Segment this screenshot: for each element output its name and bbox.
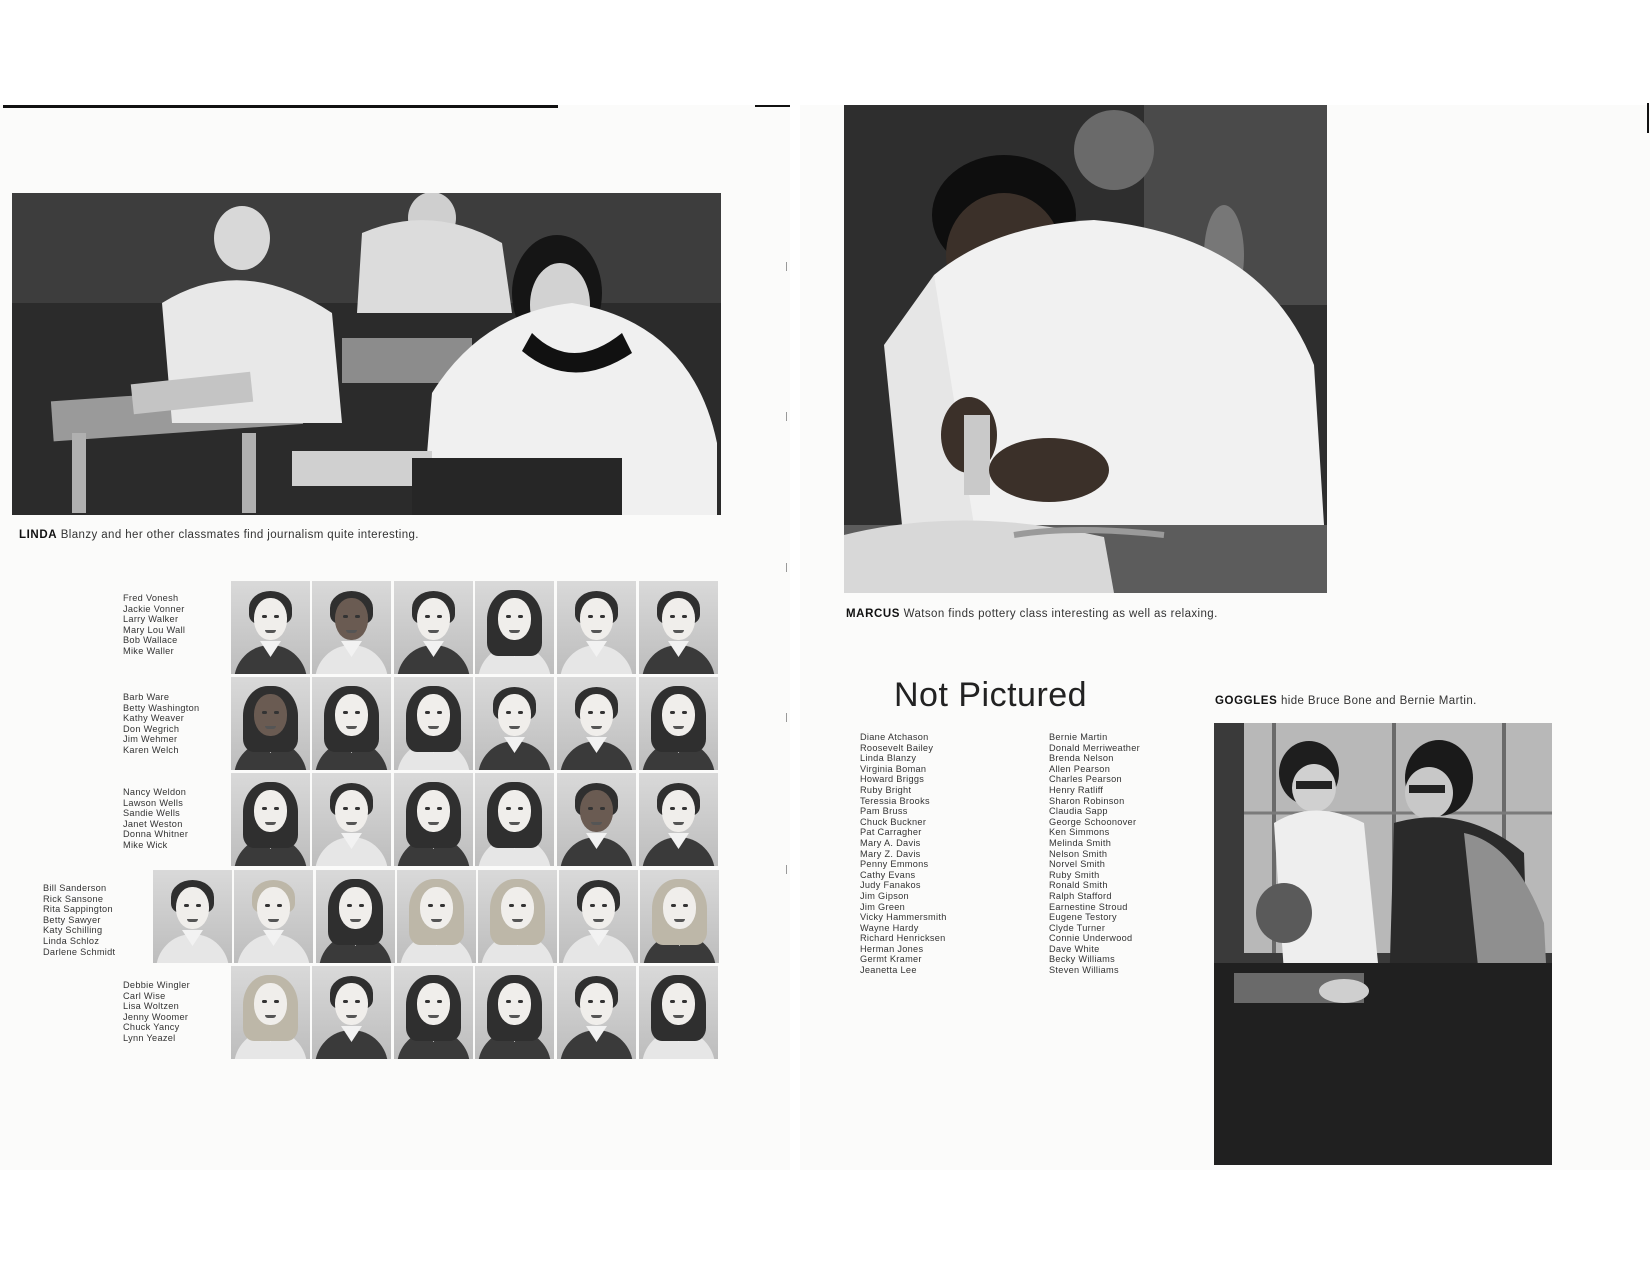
student-portrait (478, 870, 557, 963)
absent-student-name: Linda Blanzy (860, 753, 917, 764)
student-portrait (475, 966, 554, 1059)
student-portrait (475, 773, 554, 866)
student-portrait (557, 677, 636, 770)
student-portrait (394, 773, 473, 866)
gutter-mark (786, 412, 787, 421)
absent-student-name: George Schoonover (1049, 816, 1137, 827)
absent-student-name: Cathy Evans (860, 869, 916, 880)
student-portrait (312, 581, 391, 674)
caption-text: hide Bruce Bone and Bernie Martin. (1277, 695, 1477, 707)
absent-student-name: Ruby Smith (1049, 869, 1100, 880)
absent-student-name: Pat Carragher (860, 827, 922, 838)
student-name: Bill Sanderson (43, 883, 107, 893)
absent-student-name: Henry Ratliff (1049, 784, 1104, 795)
student-name: Jenny Woomer (123, 1011, 189, 1022)
student-name: Mike Waller (123, 645, 174, 656)
pottery-class-photo (844, 105, 1327, 593)
absent-student-name: Clyde Turner (1049, 922, 1106, 933)
absent-student-name: Chuck Buckner (860, 816, 927, 827)
absent-student-name: Becky Williams (1049, 954, 1115, 965)
student-portrait (475, 581, 554, 674)
absent-student-name: Charles Pearson (1049, 774, 1122, 785)
gutter-mark (786, 713, 787, 722)
absent-student-name: Ronald Smith (1049, 880, 1108, 891)
absent-student-name: Vicky Hammersmith (860, 912, 947, 923)
caption-lead-word: MARCUS (846, 608, 901, 620)
absent-student-name: Steven Williams (1049, 965, 1119, 976)
absent-student-name: Connie Underwood (1049, 933, 1133, 944)
student-name: Jackie Vonner (123, 603, 185, 614)
goggles-caption (1215, 695, 1477, 707)
student-name: Lynn Yeazel (123, 1032, 176, 1043)
pottery-photo-art (844, 105, 1327, 593)
absent-student-name: Richard Henricksen (860, 933, 946, 944)
absent-student-name: Norvel Smith (1049, 859, 1106, 870)
student-portrait (639, 966, 718, 1059)
student-name: Jim Wehmer (123, 734, 178, 745)
student-portrait (557, 773, 636, 866)
absent-student-name: Mary A. Davis (860, 837, 921, 848)
student-portrait (639, 677, 718, 770)
absent-student-name: Judy Fanakos (860, 880, 921, 891)
absent-student-name: Jim Gipson (860, 890, 909, 901)
student-portrait (397, 870, 476, 963)
absent-student-name: Herman Jones (860, 943, 924, 954)
top-rule-left (3, 105, 558, 108)
student-name: Linda Schloz (43, 935, 100, 946)
student-name: Karen Welch (123, 744, 179, 755)
goggles-shop-photo (1214, 723, 1552, 1165)
student-portrait (231, 966, 310, 1059)
journalism-class-photo (12, 193, 721, 515)
top-rule-mid (755, 105, 790, 107)
student-name: Bob Wallace (123, 635, 178, 646)
caption-text: Blanzy and her other classmates find journalism quite interesting. (57, 529, 419, 541)
absent-student-name: Bernie Martin (1049, 732, 1108, 742)
student-portrait (153, 870, 232, 963)
student-portrait (231, 677, 310, 770)
absent-student-name: Ralph Stafford (1049, 890, 1112, 901)
student-name: Rita Sappington (43, 904, 113, 915)
student-portrait (640, 870, 719, 963)
student-portrait (231, 773, 310, 866)
student-portrait (559, 870, 638, 963)
absent-student-name: Earnestine Stroud (1049, 901, 1128, 912)
student-name: Mary Lou Wall (123, 624, 186, 635)
student-portrait (394, 581, 473, 674)
gutter-mark (786, 865, 787, 874)
student-name: Katy Schilling (43, 925, 103, 936)
caption-lead-word: LINDA (19, 529, 58, 541)
absent-student-name: Ken Simmons (1049, 827, 1110, 838)
student-portrait (557, 581, 636, 674)
journalism-caption (19, 529, 419, 541)
student-name: Mike Wick (123, 839, 168, 850)
goggles-photo-art (1214, 723, 1552, 1165)
student-name: Barb Ware (123, 692, 170, 702)
caption-lead-word: GOGGLES (1215, 695, 1278, 707)
student-name: Chuck Yancy (123, 1022, 180, 1033)
student-name: Fred Vonesh (123, 593, 179, 603)
student-portrait (312, 677, 391, 770)
absent-student-name: Dave White (1049, 943, 1100, 954)
absent-student-name: Penny Emmons (860, 859, 929, 870)
portrait-names-row-5 (123, 980, 190, 1044)
student-portrait (312, 966, 391, 1059)
not-pictured-column-1 (860, 732, 947, 976)
portrait-names-row-2 (123, 692, 199, 756)
student-name: Janet Weston (123, 818, 183, 829)
absent-student-name: Eugene Testory (1049, 912, 1117, 923)
student-name: Debbie Wingler (123, 980, 191, 990)
portrait-names-row-4 (43, 883, 115, 957)
student-portrait (394, 966, 473, 1059)
absent-student-name: Sharon Robinson (1049, 795, 1125, 806)
student-name: Betty Sawyer (43, 914, 101, 925)
absent-student-name: Brenda Nelson (1049, 753, 1114, 764)
absent-student-name: Jeanetta Lee (860, 965, 917, 976)
absent-student-name: Claudia Sapp (1049, 806, 1108, 817)
portrait-names-row-3 (123, 787, 188, 851)
gutter-mark (786, 262, 787, 271)
student-name: Lawson Wells (123, 797, 184, 808)
student-portrait (557, 966, 636, 1059)
edge-rule-right (1647, 103, 1649, 133)
student-name: Betty Washington (123, 702, 200, 713)
student-name: Lisa Woltzen (123, 1001, 180, 1012)
not-pictured-heading: Not Pictured (894, 676, 1088, 714)
absent-student-name: Donald Merriweather (1049, 742, 1140, 753)
portrait-names-row-1 (123, 593, 185, 657)
absent-student-name: Jim Green (860, 901, 906, 912)
absent-student-name: Melinda Smith (1049, 837, 1112, 848)
absent-student-name: Howard Briggs (860, 774, 925, 785)
absent-student-name: Teressia Brooks (860, 795, 930, 806)
absent-student-name: Mary Z. Davis (860, 848, 921, 859)
absent-student-name: Diane Atchason (860, 732, 929, 742)
student-portrait (639, 773, 718, 866)
student-portrait (231, 581, 310, 674)
student-portrait (475, 677, 554, 770)
student-name: Donna Whitner (123, 829, 189, 840)
absent-student-name: Allen Pearson (1049, 763, 1111, 774)
absent-student-name: Virginia Boman (860, 763, 927, 774)
student-portrait (312, 773, 391, 866)
absent-student-name: Pam Bruss (860, 806, 908, 817)
caption-text: Watson finds pottery class interesting as well as relaxing. (900, 608, 1218, 620)
student-name: Darlene Schmidt (43, 946, 116, 957)
student-portrait (639, 581, 718, 674)
student-name: Kathy Weaver (123, 713, 185, 724)
student-name: Rick Sansone (43, 893, 104, 904)
not-pictured-column-2 (1049, 732, 1140, 976)
student-name: Larry Walker (123, 614, 179, 625)
student-portrait (316, 870, 395, 963)
pottery-caption (846, 608, 1218, 620)
student-name: Don Wegrich (123, 723, 180, 734)
student-name: Nancy Weldon (123, 787, 187, 797)
student-name: Carl Wise (123, 990, 166, 1001)
absent-student-name: Ruby Bright (860, 784, 912, 795)
student-portrait (394, 677, 473, 770)
absent-student-name: Wayne Hardy (860, 922, 919, 933)
absent-student-name: Germt Kramer (860, 954, 922, 965)
journalism-photo-art (12, 193, 721, 515)
student-portrait (234, 870, 313, 963)
student-name: Sandie Wells (123, 808, 181, 819)
absent-student-name: Nelson Smith (1049, 848, 1108, 859)
gutter-mark (786, 563, 787, 572)
absent-student-name: Roosevelt Bailey (860, 742, 934, 753)
